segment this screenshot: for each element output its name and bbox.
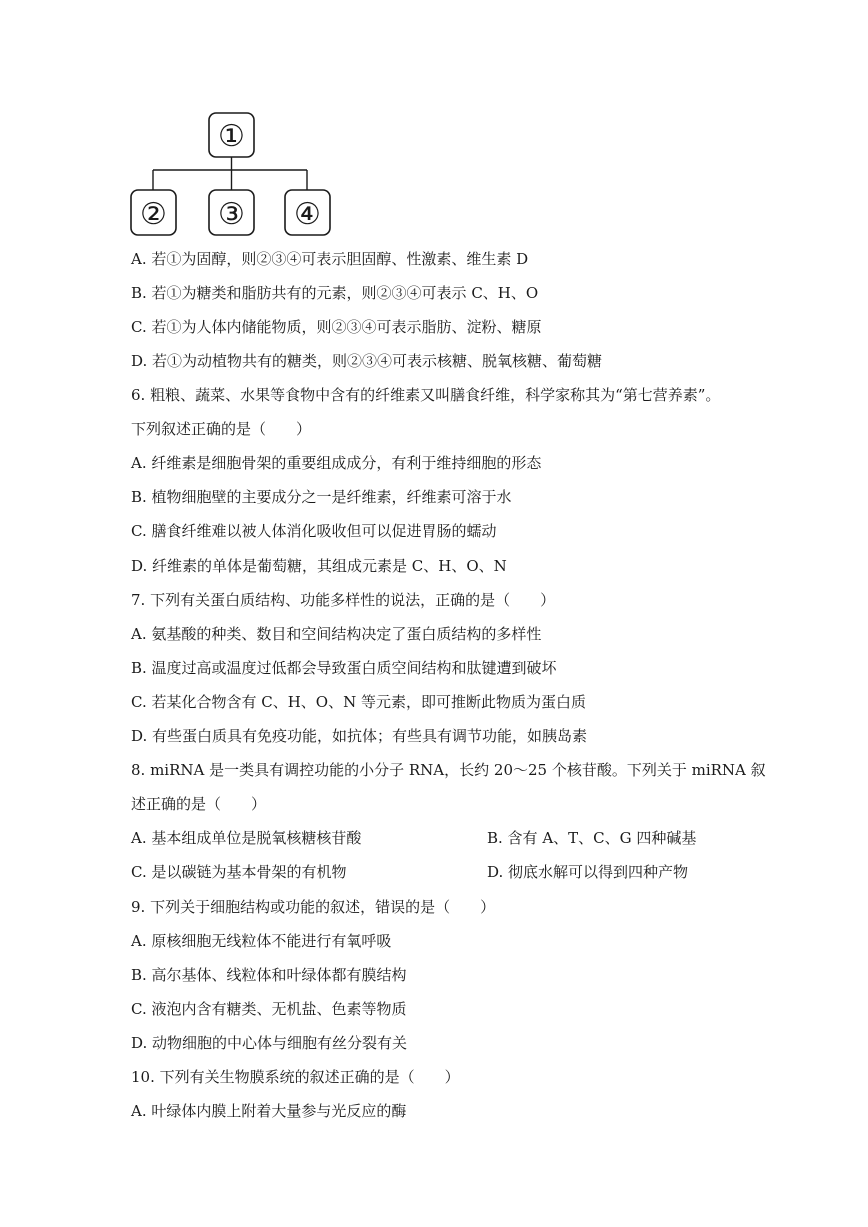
q9-option-c: C. 液泡内含有糖类、无机盐、色素等物质 (131, 1000, 407, 1018)
q5-option-a: A. 若①为固醇，则②③④可表示胆固醇、性激素、维生素 D (131, 250, 529, 268)
node-child-3-label: ④ (294, 197, 321, 232)
node-top-label: ① (218, 119, 245, 154)
q8-option-c: C. 是以碳链为基本骨架的有机物 (131, 863, 347, 881)
q8-option-a: A. 基本组成单位是脱氧核糖核苷酸 (131, 829, 362, 847)
q7-option-b: B. 温度过高或温度过低都会导致蛋白质空间结构和肽键遭到破坏 (131, 659, 557, 677)
q6-stem-line1: 6. 粗粮、蔬菜、水果等食物中含有的纤维素又叫膳食纤维，科学家称其为“第七营养素”。 (131, 386, 721, 404)
q7-option-c: C. 若某化合物含有 C、H、O、N 等元素，即可推断此物质为蛋白质 (131, 693, 586, 711)
q6-option-a: A. 纤维素是细胞骨架的重要组成成分，有利于维持细胞的形态 (131, 454, 542, 472)
q5-option-c: C. 若①为人体内储能物质，则②③④可表示脂肪、淀粉、糖原 (131, 318, 542, 336)
q5-option-d: D. 若①为动植物共有的糖类，则②③④可表示核糖、脱氧核糖、葡萄糖 (131, 352, 603, 370)
q6-option-d: D. 纤维素的单体是葡萄糖，其组成元素是 C、H、O、N (131, 557, 507, 575)
q8-stem-line1: 8. miRNA 是一类具有调控功能的小分子 RNA，长约 20～25 个核苷酸。下列关于 miRNA 叙 (131, 761, 766, 779)
q6-stem-line2: 下列叙述正确的是（ ） (131, 420, 312, 438)
q8-option-d: D. 彻底水解可以得到四种产物 (487, 863, 689, 881)
q8-stem-line2: 述正确的是（ ） (131, 795, 267, 813)
node-child-1-label: ② (140, 197, 167, 232)
q9-option-b: B. 高尔基体、线粒体和叶绿体都有膜结构 (131, 966, 407, 984)
q10-option-a: A. 叶绿体内膜上附着大量参与光反应的酶 (131, 1102, 407, 1120)
q9-option-d: D. 动物细胞的中心体与细胞有丝分裂有关 (131, 1034, 408, 1052)
q9-stem: 9. 下列关于细胞结构或功能的叙述，错误的是（ ） (131, 898, 496, 916)
q6-option-b: B. 植物细胞壁的主要成分之一是纤维素，纤维素可溶于水 (131, 488, 512, 506)
q7-option-d: D. 有些蛋白质具有免疫功能，如抗体；有些具有调节功能，如胰岛素 (131, 727, 588, 745)
q8-option-b: B. 含有 A、T、C、G 四种碱基 (487, 829, 697, 847)
q10-stem: 10. 下列有关生物膜系统的叙述正确的是（ ） (131, 1068, 460, 1086)
q5-option-b: B. 若①为糖类和脂肪共有的元素，则②③④可表示 C、H、O (131, 284, 539, 302)
q7-option-a: A. 氨基酸的种类、数目和空间结构决定了蛋白质结构的多样性 (131, 625, 542, 643)
q9-option-a: A. 原核细胞无线粒体不能进行有氧呼吸 (131, 932, 392, 950)
q7-stem: 7. 下列有关蛋白质结构、功能多样性的说法，正确的是（ ） (131, 591, 556, 609)
hierarchy-diagram (0, 0, 868, 250)
q6-option-c: C. 膳食纤维难以被人体消化吸收但可以促进胃肠的蠕动 (131, 522, 497, 540)
node-child-2-label: ③ (218, 197, 245, 232)
